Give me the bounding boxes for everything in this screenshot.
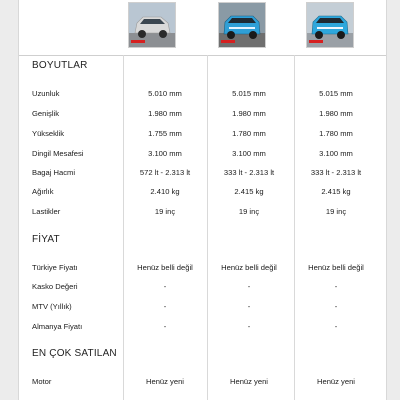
- row-value: 333 lt - 2.313 lt: [223, 168, 275, 177]
- row-value: -: [247, 322, 251, 331]
- row-value: -: [334, 282, 338, 291]
- row-value: -: [247, 282, 251, 291]
- row-value: 5.015 mm: [232, 89, 266, 98]
- row-label: Almanya Fiyatı: [32, 322, 83, 331]
- row-value: 333 lt - 2.313 lt: [310, 168, 362, 177]
- car-2-image[interactable]: [218, 2, 266, 48]
- row-value: -: [163, 282, 167, 291]
- row-value: 1.755 mm: [148, 129, 182, 138]
- row-value: Henüz yeni: [317, 377, 355, 386]
- row-value: 1.980 mm: [232, 109, 266, 118]
- row-value: 3.100 mm: [319, 149, 353, 158]
- table-row: [19, 147, 386, 161]
- row-label: Uzunluk: [32, 89, 60, 98]
- row-value: 19 inç: [325, 207, 347, 216]
- table-row: [19, 375, 386, 389]
- row-value: 572 lt - 2.313 lt: [139, 168, 191, 177]
- car-1-image[interactable]: [128, 2, 176, 48]
- row-label: Genişlik: [32, 109, 60, 118]
- row-value: 1.780 mm: [319, 129, 353, 138]
- row-value: -: [247, 302, 251, 311]
- row-label: Motor: [32, 377, 52, 386]
- row-value: 5.010 mm: [148, 89, 182, 98]
- row-label: Kasko Değeri: [32, 282, 78, 291]
- comparison-panel: [18, 0, 387, 400]
- row-value: Henüz yeni: [230, 377, 268, 386]
- row-label: Türkiye Fiyatı: [32, 263, 78, 272]
- table-row: [19, 87, 386, 101]
- section-title-fiyat: FİYAT: [32, 234, 60, 245]
- section-title-boyutlar: BOYUTLAR: [32, 60, 88, 71]
- table-row: [19, 320, 386, 334]
- row-value: 1.780 mm: [232, 129, 266, 138]
- car-3-image[interactable]: [306, 2, 354, 48]
- row-label: Bagaj Hacmi: [32, 168, 76, 177]
- row-value: 2.415 kg: [234, 187, 264, 196]
- row-value: 3.100 mm: [148, 149, 182, 158]
- row-value: 2.410 kg: [150, 187, 180, 196]
- row-value: Henüz belli değil: [221, 263, 277, 272]
- table-row: [19, 205, 386, 219]
- table-row: [19, 185, 386, 199]
- row-value: -: [334, 322, 338, 331]
- row-value: -: [334, 302, 338, 311]
- row-label: Dingil Mesafesi: [32, 149, 84, 158]
- table-row: [19, 107, 386, 121]
- row-value: 19 inç: [154, 207, 176, 216]
- row-value: -: [163, 322, 167, 331]
- table-row: [19, 280, 386, 294]
- table-row: [19, 127, 386, 141]
- row-label: Lastikler: [32, 207, 61, 216]
- row-value: Henüz yeni: [146, 377, 184, 386]
- vehicle-header: [19, 0, 386, 56]
- row-value: 3.100 mm: [232, 149, 266, 158]
- row-value: 1.980 mm: [148, 109, 182, 118]
- row-label: Yükseklik: [32, 129, 65, 138]
- table-row: [19, 300, 386, 314]
- row-value: 19 inç: [238, 207, 260, 216]
- table-row: [19, 166, 386, 180]
- row-label: MTV (Yıllık): [32, 302, 72, 311]
- row-value: 1.980 mm: [319, 109, 353, 118]
- row-value: 2.415 kg: [321, 187, 351, 196]
- row-value: -: [163, 302, 167, 311]
- section-title-en-cok-satilan: EN ÇOK SATILAN: [32, 348, 117, 359]
- row-value: Henüz belli değil: [308, 263, 364, 272]
- row-value: 5.015 mm: [319, 89, 353, 98]
- row-label: Ağırlık: [32, 187, 54, 196]
- row-value: Henüz belli değil: [137, 263, 193, 272]
- table-row: [19, 261, 386, 275]
